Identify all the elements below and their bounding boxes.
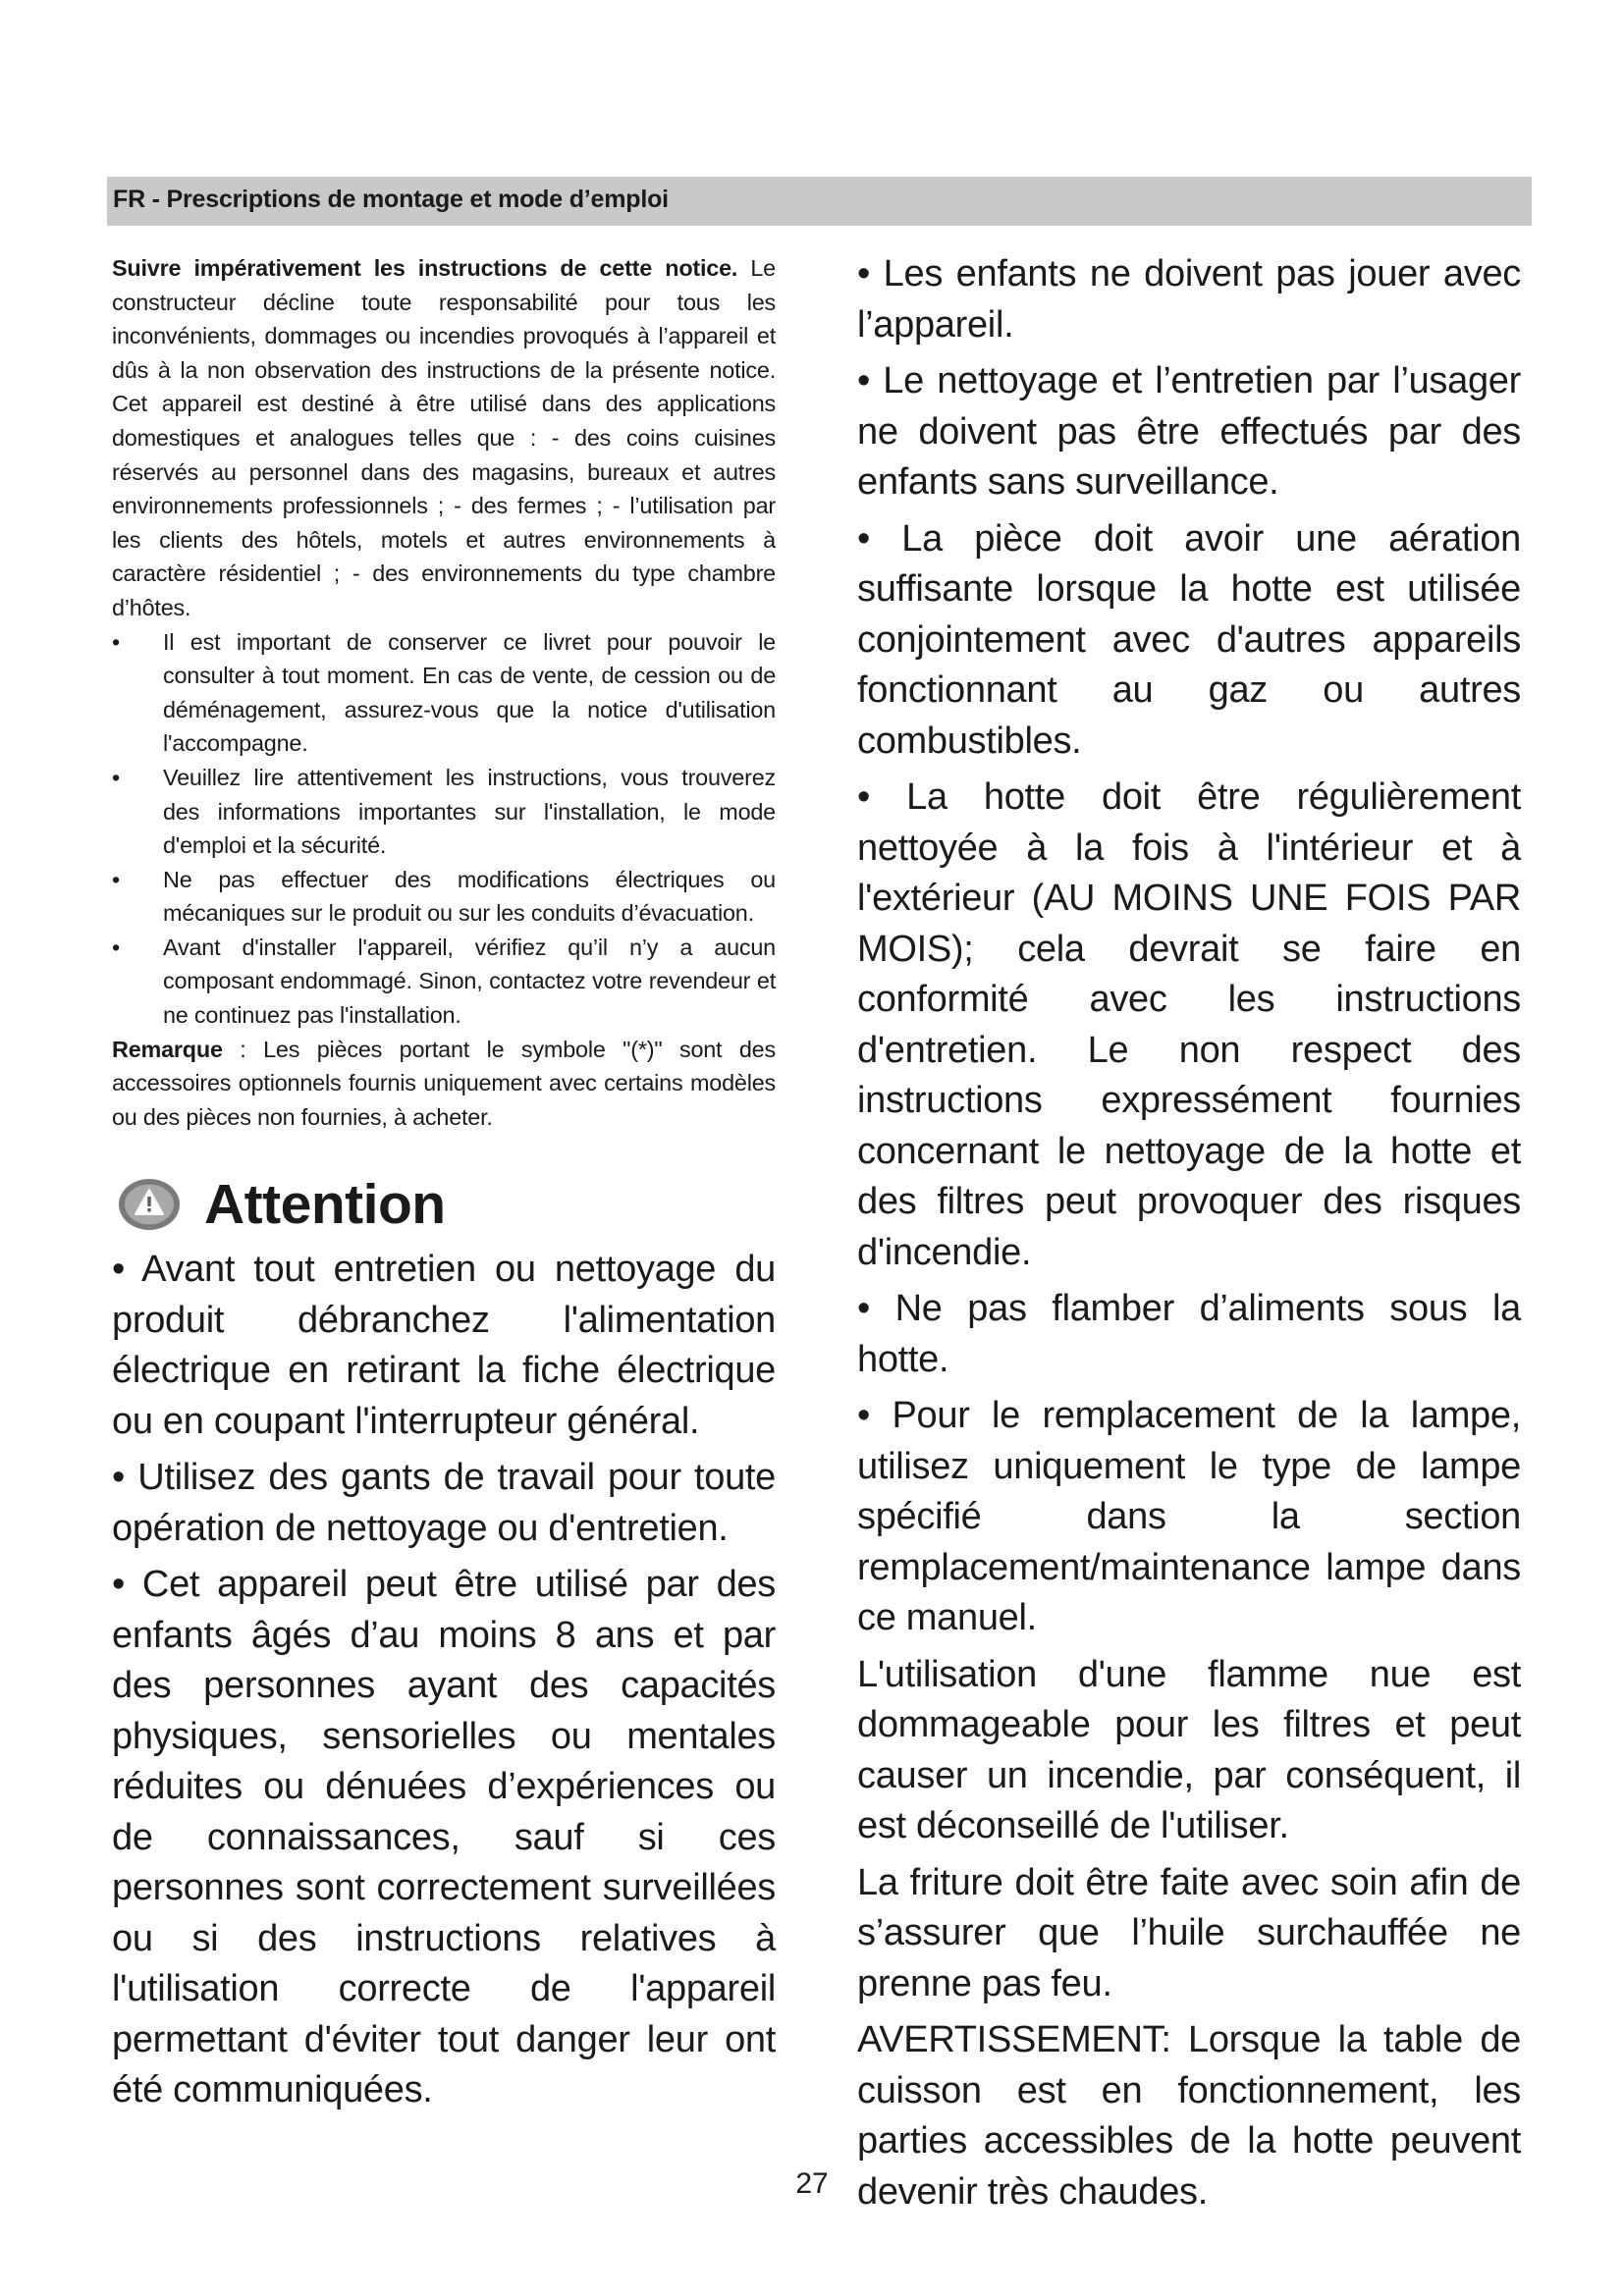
intro-paragraph [112, 251, 776, 625]
list-item: AVERTISSEMENT: Lorsque la table de cuisson est en fonctionnement, les parties accessibles de la hotte peuvent devenir très chaudes. [857, 2019, 1521, 2213]
left-column-small-text [112, 251, 776, 1134]
list-item: • Pour le remplacement de la lampe, utilisez uniquement le type de lampe spécifié dans la section remplacement/maintenance lampe dans ce manuel. [857, 1395, 1521, 1638]
list-item: La friture doit être faite avec soin afin de s’assurer que l’huile surchauffée ne prenne pas feu. [857, 1861, 1521, 2004]
list-item: • La pièce doit avoir une aération suffisante lorsque la hotte est utilisée conjointement avec d'autres appareils fonctionnant au gaz ou autres combustibles. [857, 517, 1521, 762]
remark-text: : Les pièces portant le symbole "(*)" sont des accessoires optionnels fournis uniquement avec certains modèles ou des pièces non fournies, à acheter. [112, 1036, 776, 1130]
list-item: • Les enfants ne doivent pas jouer avec l’appareil. [857, 253, 1521, 346]
intro-bold-lead: Suivre impérativement les instructions de cette notice. [112, 255, 738, 281]
bullet-text: Il est important de conserver ce livret pour pouvoir le consulter à tout moment. En cas de vente, de cession ou de déménagement, assurez-vous que la notice d'utilisation l'accompagne. [163, 628, 776, 757]
bullet-text: Avant d'installer l'appareil, vérifiez qu’il n’y a aucun composant endommagé. Sinon, contactez votre revendeur et ne continuez pas l'installation. [163, 934, 776, 1029]
list-item: • Avant tout entretien ou nettoyage du produit débranchez l'alimentation électrique en retirant la fiche électrique ou en coupant l'interrupteur général. [112, 1249, 776, 1442]
section-header [107, 177, 1532, 226]
list-item: • Ne pas flamber d’aliments sous la hotte. [857, 1288, 1521, 1380]
list-item: • Utilisez des gants de travail pour toute opération de nettoyage ou d'entretien. [112, 1457, 776, 1549]
left-column-large-text [112, 1245, 776, 2122]
attention-title: Attention [204, 1173, 446, 1236]
list-item [112, 931, 776, 1033]
list-item [112, 761, 776, 863]
list-item [112, 863, 776, 931]
intro-text: Le constructeur décline toute responsabilité pour tous les inconvénients, dommages ou incendies provoqués à l’appareil et dûs à la non observation des instructions de la présente notice. Cet appareil est destiné à être utilisé dans des applications domestiques et analogues telles que : - des coins cuisines réservés au personnel dans des magasins, bureaux et autres environnements professionnels ; - des fermes ; - l’utilisation par les clients des hôtels, motels et autres environnements à caractère résidentiel ; - des environnements du type chambre d’hôtes. [112, 255, 776, 620]
remark-label: Remarque [112, 1036, 223, 1062]
list-item: • Le nettoyage et l’entretien par l’usager ne doivent pas être effectués par des enfants sans surveillance. [857, 360, 1521, 503]
list-item: L'utilisation d'une flamme nue est dommageable pour les filtres et peut causer un incendie, par conséquent, il est déconseillé de l'utiliser. [857, 1653, 1521, 1846]
right-column-large-text [857, 249, 1521, 2223]
bullet-symbol: • [112, 934, 120, 960]
list-item: • Cet appareil peut être utilisé par des enfants âgés d’au moins 8 ans et par des personnes ayant des capacités physiques, sensorielles ou mentales réduites ou dénuées d’expériences ou de connaissances, sauf si ces personnes sont correctement surveillées ou si des instructions relatives à l'utilisation correcte de l'appareil permettant d'éviter tout danger leur ont été communiquées. [112, 1564, 776, 2110]
section-title: FR - Prescriptions de montage et mode d’emploi [113, 186, 669, 213]
list-item [112, 625, 776, 761]
bullet-symbol: • [112, 866, 120, 892]
safety-bullet-list [112, 625, 776, 1033]
attention-heading [112, 1170, 446, 1239]
remark-paragraph [112, 1033, 776, 1135]
list-item: • La hotte doit être régulièrement nettoyée à la fois à l'intérieur et à l'extérieur (AU MOINS UNE FOIS PAR MOIS); cela devrait se faire en conformité avec les instructions d'entretien. Le non respect des instructions expressément fournies concernant le nettoyage de la hotte et des filtres peut provoquer des risques d'incendie. [857, 776, 1521, 1273]
bullet-symbol: • [112, 764, 120, 790]
page-number: 27 [795, 2167, 829, 2200]
bullet-symbol: • [112, 628, 120, 655]
warning-icon [118, 1177, 181, 1232]
bullet-text: Veuillez lire attentivement les instructions, vous trouverez des informations importantes sur l'installation, le mode d'emploi et la sécurité. [163, 764, 776, 859]
bullet-text: Ne pas effectuer des modifications électriques ou mécaniques sur le produit ou sur les conduits d’évacuation. [163, 866, 776, 927]
